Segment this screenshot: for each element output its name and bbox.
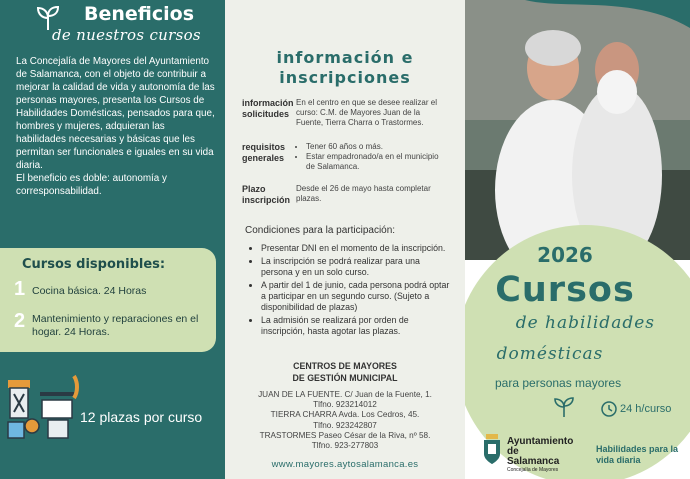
- centros-title: CENTROS DE MAYORES DE GESTIÓN MUNICIPAL: [292, 361, 398, 383]
- conditions-list: [249, 243, 454, 339]
- row-list: [296, 142, 446, 172]
- requisito-item: • Tener 60 años o más.: [306, 142, 446, 152]
- heading-beneficios: Beneficios: [84, 3, 195, 25]
- curso-number: 2: [14, 310, 26, 332]
- row-label: información solicitudes: [242, 98, 294, 119]
- row-label: requisitos generales: [242, 142, 286, 163]
- kitchen-tools-icon: [4, 372, 84, 442]
- ayuntamiento-sub: Concejalía de Mayores: [507, 467, 559, 473]
- cursos-title: Cursos disponibles:: [22, 257, 166, 272]
- centro-line: TIERRA CHARRA Avda. Los Cedros, 45.: [270, 410, 420, 420]
- clock-icon: [601, 401, 617, 417]
- requisito-item: • Estar empadronado/a en el municipio de Salamanca.: [306, 152, 446, 172]
- intro-paragraph-2: El beneficio es doble: autonomía y corresponsabilidad.: [16, 173, 167, 197]
- website-link[interactable]: www.mayores.aytosalamanca.es: [271, 459, 419, 470]
- cursos-title: Cursos: [495, 270, 635, 310]
- intro-paragraph: La Concejalía de Mayores del Ayuntamiento de Salamanca, con el objeto de contribuir a mejorar la calidad de vida y autonomía de las personas mayores, presenta los Cursos de Habilidades Domésticas, pensados para que, hombres y mujeres, adquieran las habilidades necesarias y básicas que les permitan ser funcionales e iguales en su vida diaria.: [16, 56, 215, 171]
- condition-item: • La inscripción se podrá realizar para una persona y en un solo curso.: [261, 256, 454, 278]
- centro-line: Tlfno. 923242807: [313, 420, 377, 430]
- script-line-1: de habilidades: [515, 313, 655, 333]
- center-panel: [225, 0, 465, 479]
- curso-item: Cocina básica. 24 Horas: [32, 285, 147, 297]
- plazas-text: 12 plazas por curso: [80, 409, 203, 425]
- curso-item: Mantenimiento y reparaciones en el hogar. 24 Horas.: [32, 313, 199, 338]
- year: 2026: [537, 243, 593, 267]
- curso-number: 1: [14, 278, 26, 300]
- centro-line: TRASTORMES Paseo César de la Riva, nº 58.: [259, 430, 431, 440]
- subtitle: para personas mayores: [495, 376, 622, 390]
- condition-item: • La admisión se realizará por orden de inscripción, hasta agotar las plazas.: [261, 315, 454, 337]
- centro-line: Tlfno. 923214012: [313, 400, 377, 410]
- left-panel: [0, 0, 225, 479]
- sprout-icon: [551, 396, 577, 418]
- row-text: Desde el 26 de mayo hasta completar plazas.: [296, 184, 431, 203]
- script-line-2: domésticas: [496, 344, 604, 364]
- row-label: Plazo inscripción: [242, 184, 291, 205]
- centro-line: Tlfno. 923-277803: [311, 441, 379, 451]
- couple-cooking-photo: [465, 0, 690, 260]
- hours-label: 24 h/curso: [620, 403, 672, 415]
- right-panel: [465, 0, 690, 479]
- condition-item: • Presentar DNI en el momento de la inscripción.: [261, 243, 454, 254]
- centros-list: [225, 390, 465, 451]
- habilidades-tagline: Habilidades para la vida diaria: [596, 444, 679, 465]
- ayuntamiento-crest-icon: [483, 434, 501, 464]
- cursos-disponibles-box: [0, 248, 216, 352]
- condition-item: • A partir del 1 de junio, cada persona podrá optar a participar en un segundo curso. (Sujeto a disponibilidad de plazas): [261, 280, 454, 313]
- conditions-title: Condiciones para la participación:: [245, 225, 396, 236]
- intro-text: [16, 55, 216, 198]
- ayuntamiento-logo: [507, 436, 574, 474]
- ayuntamiento-name: Ayuntamiento de Salamanca: [507, 436, 574, 467]
- heading-script: de nuestros cursos: [52, 26, 201, 44]
- info-title: información e inscripciones: [276, 48, 414, 87]
- centro-line: JUAN DE LA FUENTE. C/ Juan de la Fuente, 1.: [258, 390, 432, 399]
- row-text: En el centro en que se desee realizar el curso: C.M. de Mayores Juan de la Fuente, Tierra Charra o Trastormes.: [296, 98, 437, 127]
